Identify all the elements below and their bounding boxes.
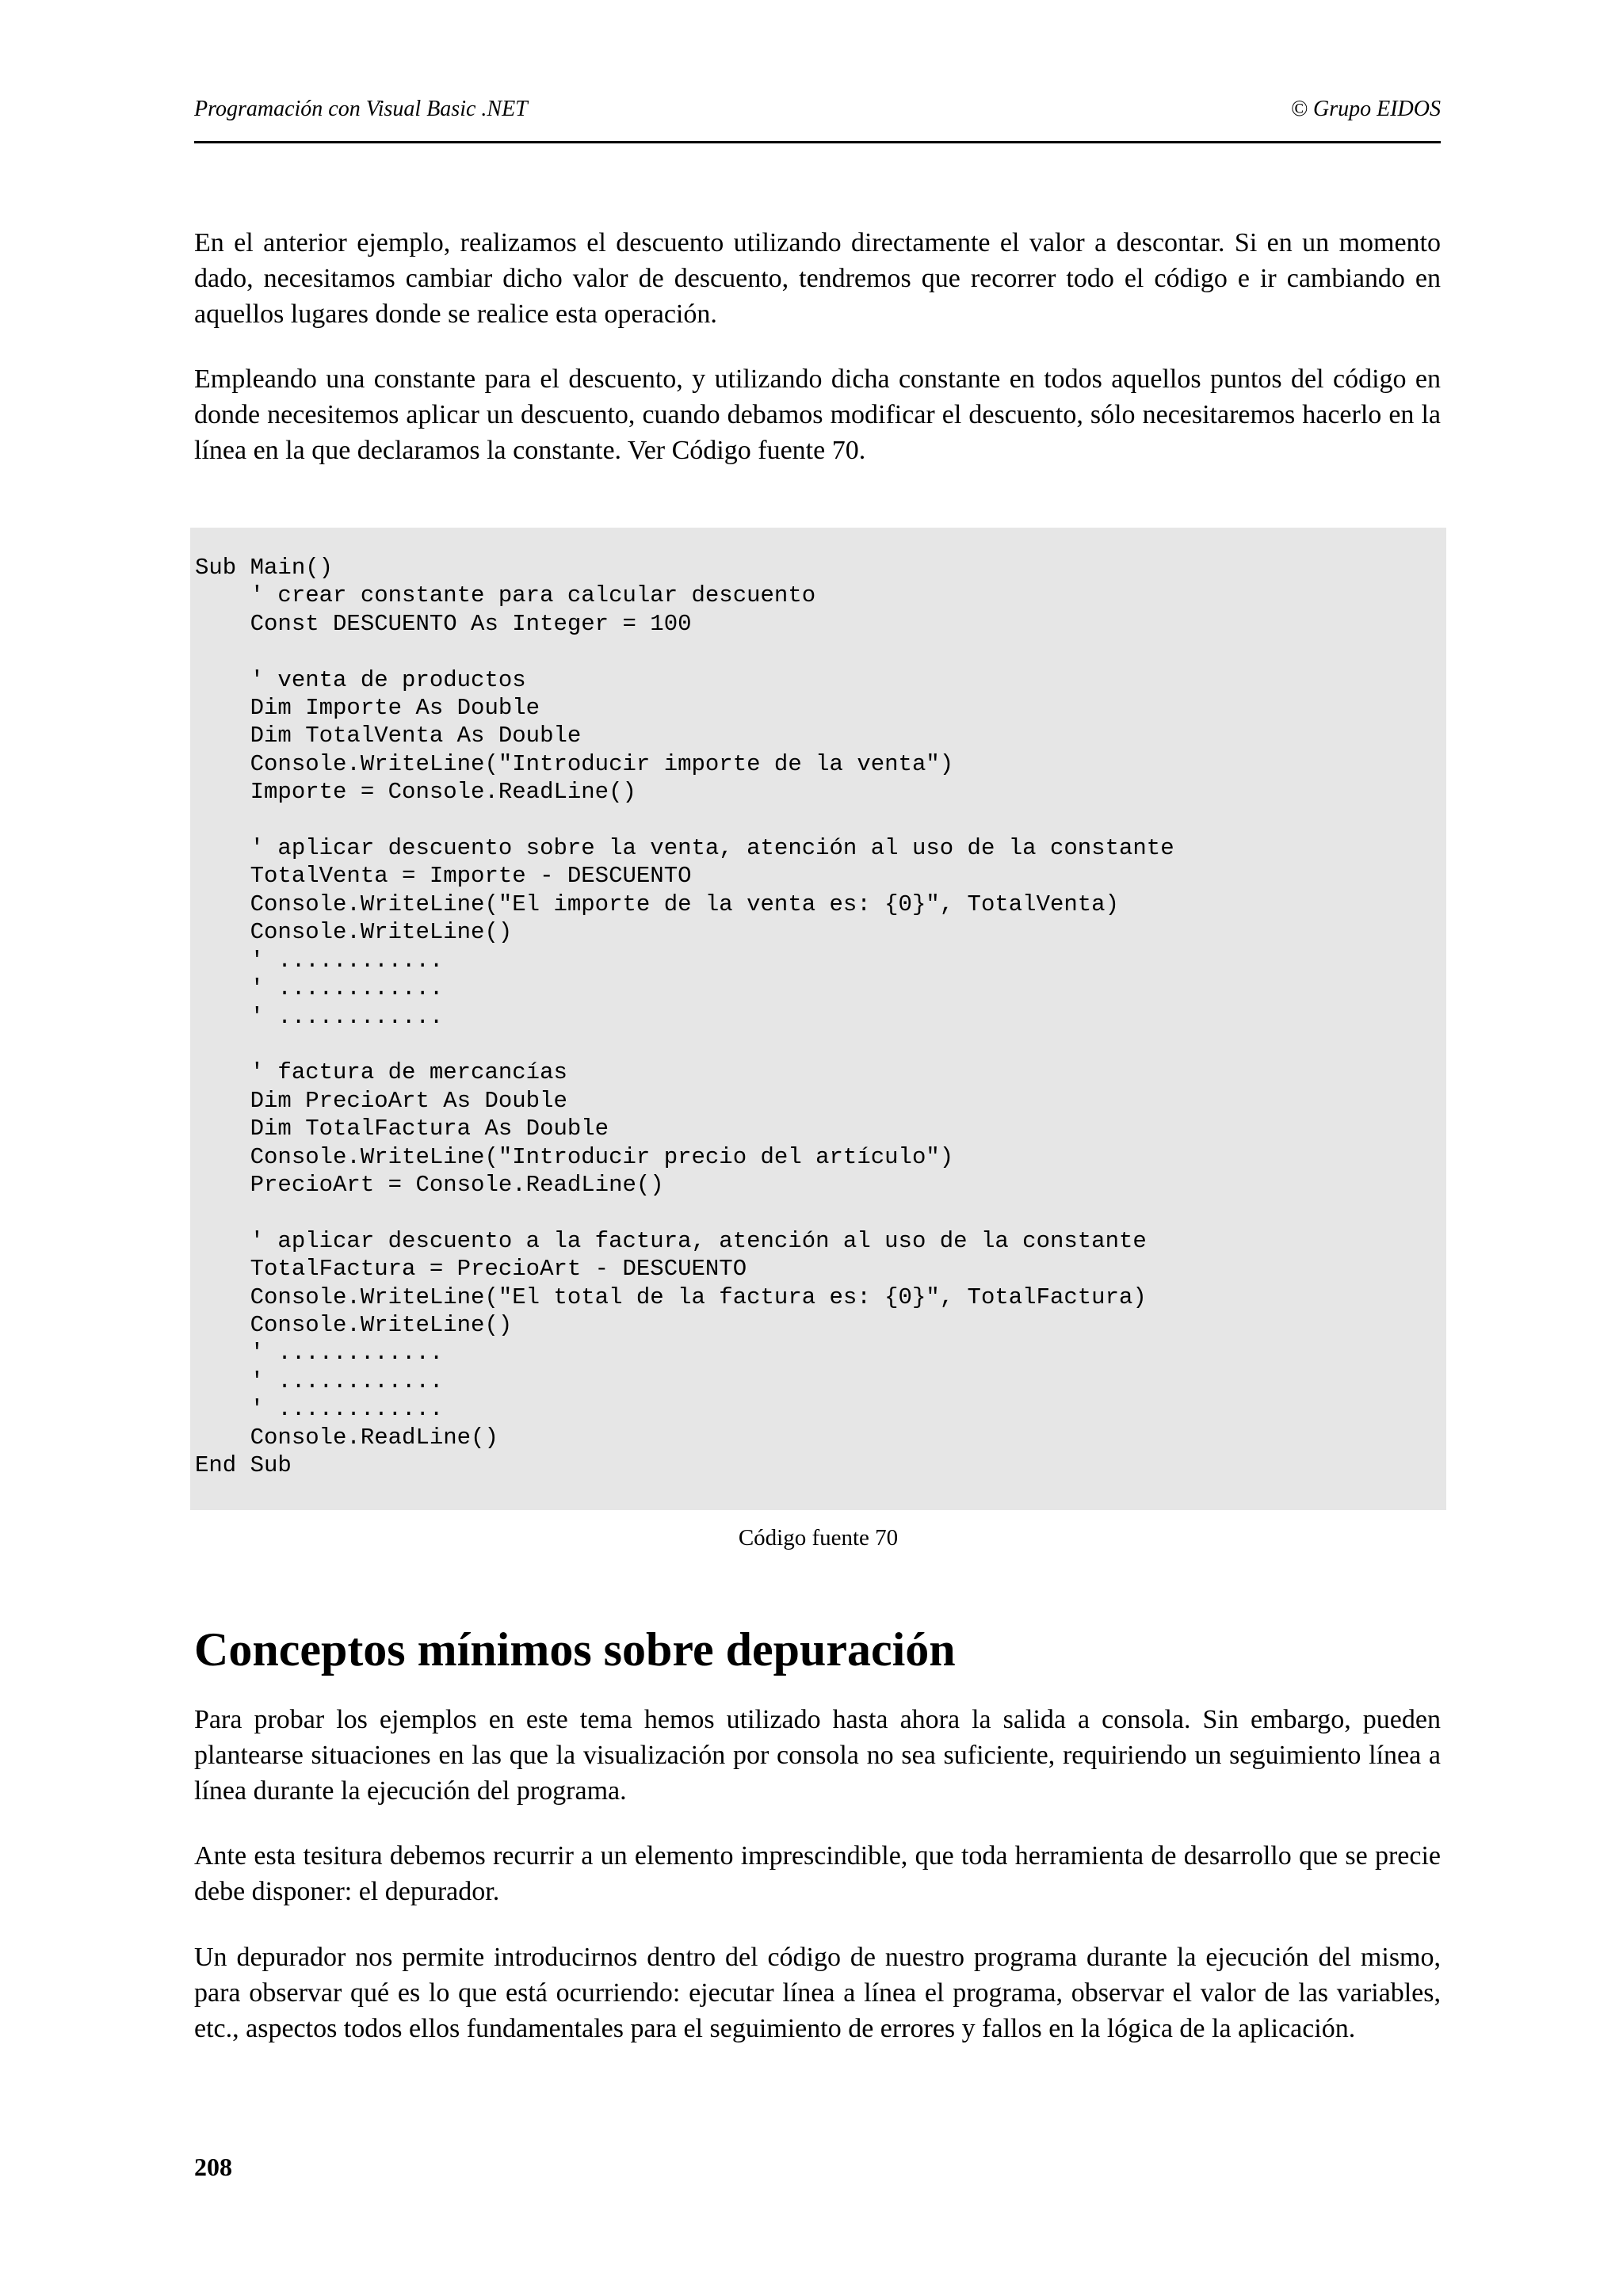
section-paragraph-2: Ante esta tesitura debemos recurrir a un elemento imprescindible, que toda herramienta de desarrollo que se precie debe disponer: el depurador.: [194, 1841, 1441, 1906]
code-listing-box: [190, 528, 1446, 1510]
section-paragraph-3: Un depurador nos permite introducirnos dentro del código de nuestro programa durante la ejecución del mismo, para observar qué es lo que está ocurriendo: ejecutar línea a línea el programa, observar el valor de las variables, etc., aspectos todos ellos fundamentales para el seguimiento de errores y fallos en la lógica de la aplicación.: [194, 1943, 1441, 2043]
intro-paragraph-1: En el anterior ejemplo, realizamos el descuento utilizando directamente el valor a descontar. Si en un momento dado, necesitamos cambiar dicho valor de descuento, tendremos que recorrer todo el código e ir cambiando en aquellos lugares donde se realice esta operación.: [194, 228, 1441, 329]
running-header: [194, 97, 1441, 143]
code-listing: Sub Main() ' crear constante para calcular descuento Const DESCUENTO As Integer = 100 ' venta de productos Dim Importe As Double Dim TotalVenta As Double Console.WriteLine("Introducir importe de la venta") Importe = Console.ReadLine() ' aplicar descuento sobre la venta, atención al uso de la constante TotalVenta = Importe - DESCUENTO Console.WriteLine("El importe de la venta es: {0}", TotalVenta) Console.WriteLine() ' ............ ' ............ ' ............ ' factura de mercancías Dim PrecioArt As Double Dim TotalFactura As Double Console.WriteLine("Introducir precio del artículo") PrecioArt = Console.ReadLine() ' aplicar descuento a la factura, atención al uso de la constante TotalFactura = PrecioArt - DESCUENTO Console.WriteLine("El total de la factura es: {0}", TotalFactura) Console.WriteLine() ' ............ ' ............ ' ............ Console.ReadLine() End Sub: [195, 555, 1174, 1478]
intro-paragraph-2: Empleando una constante para el descuento, y utilizando dicha constante en todos aquellos puntos del código en donde necesitemos aplicar un descuento, cuando debamos modificar el descuento, sólo necesitaremos hacerlo en la línea en la que declaramos la constante. Ver Código fuente 70.: [194, 364, 1441, 465]
section-heading: Conceptos mínimos sobre depuración: [194, 1623, 956, 1676]
header-publisher: © Grupo EIDOS: [1290, 97, 1441, 121]
code-caption: Código fuente 70: [738, 1525, 899, 1550]
section-paragraph-1: Para probar los ejemplos en este tema hemos utilizado hasta ahora la salida a consola. Sin embargo, pueden plantearse situaciones en las que la visualización por consola no sea suficiente, requiriendo un seguimiento línea a línea durante la ejecución del programa.: [194, 1705, 1441, 1806]
page-number: 208: [194, 2153, 232, 2181]
header-book-title: Programación con Visual Basic .NET: [194, 97, 528, 121]
